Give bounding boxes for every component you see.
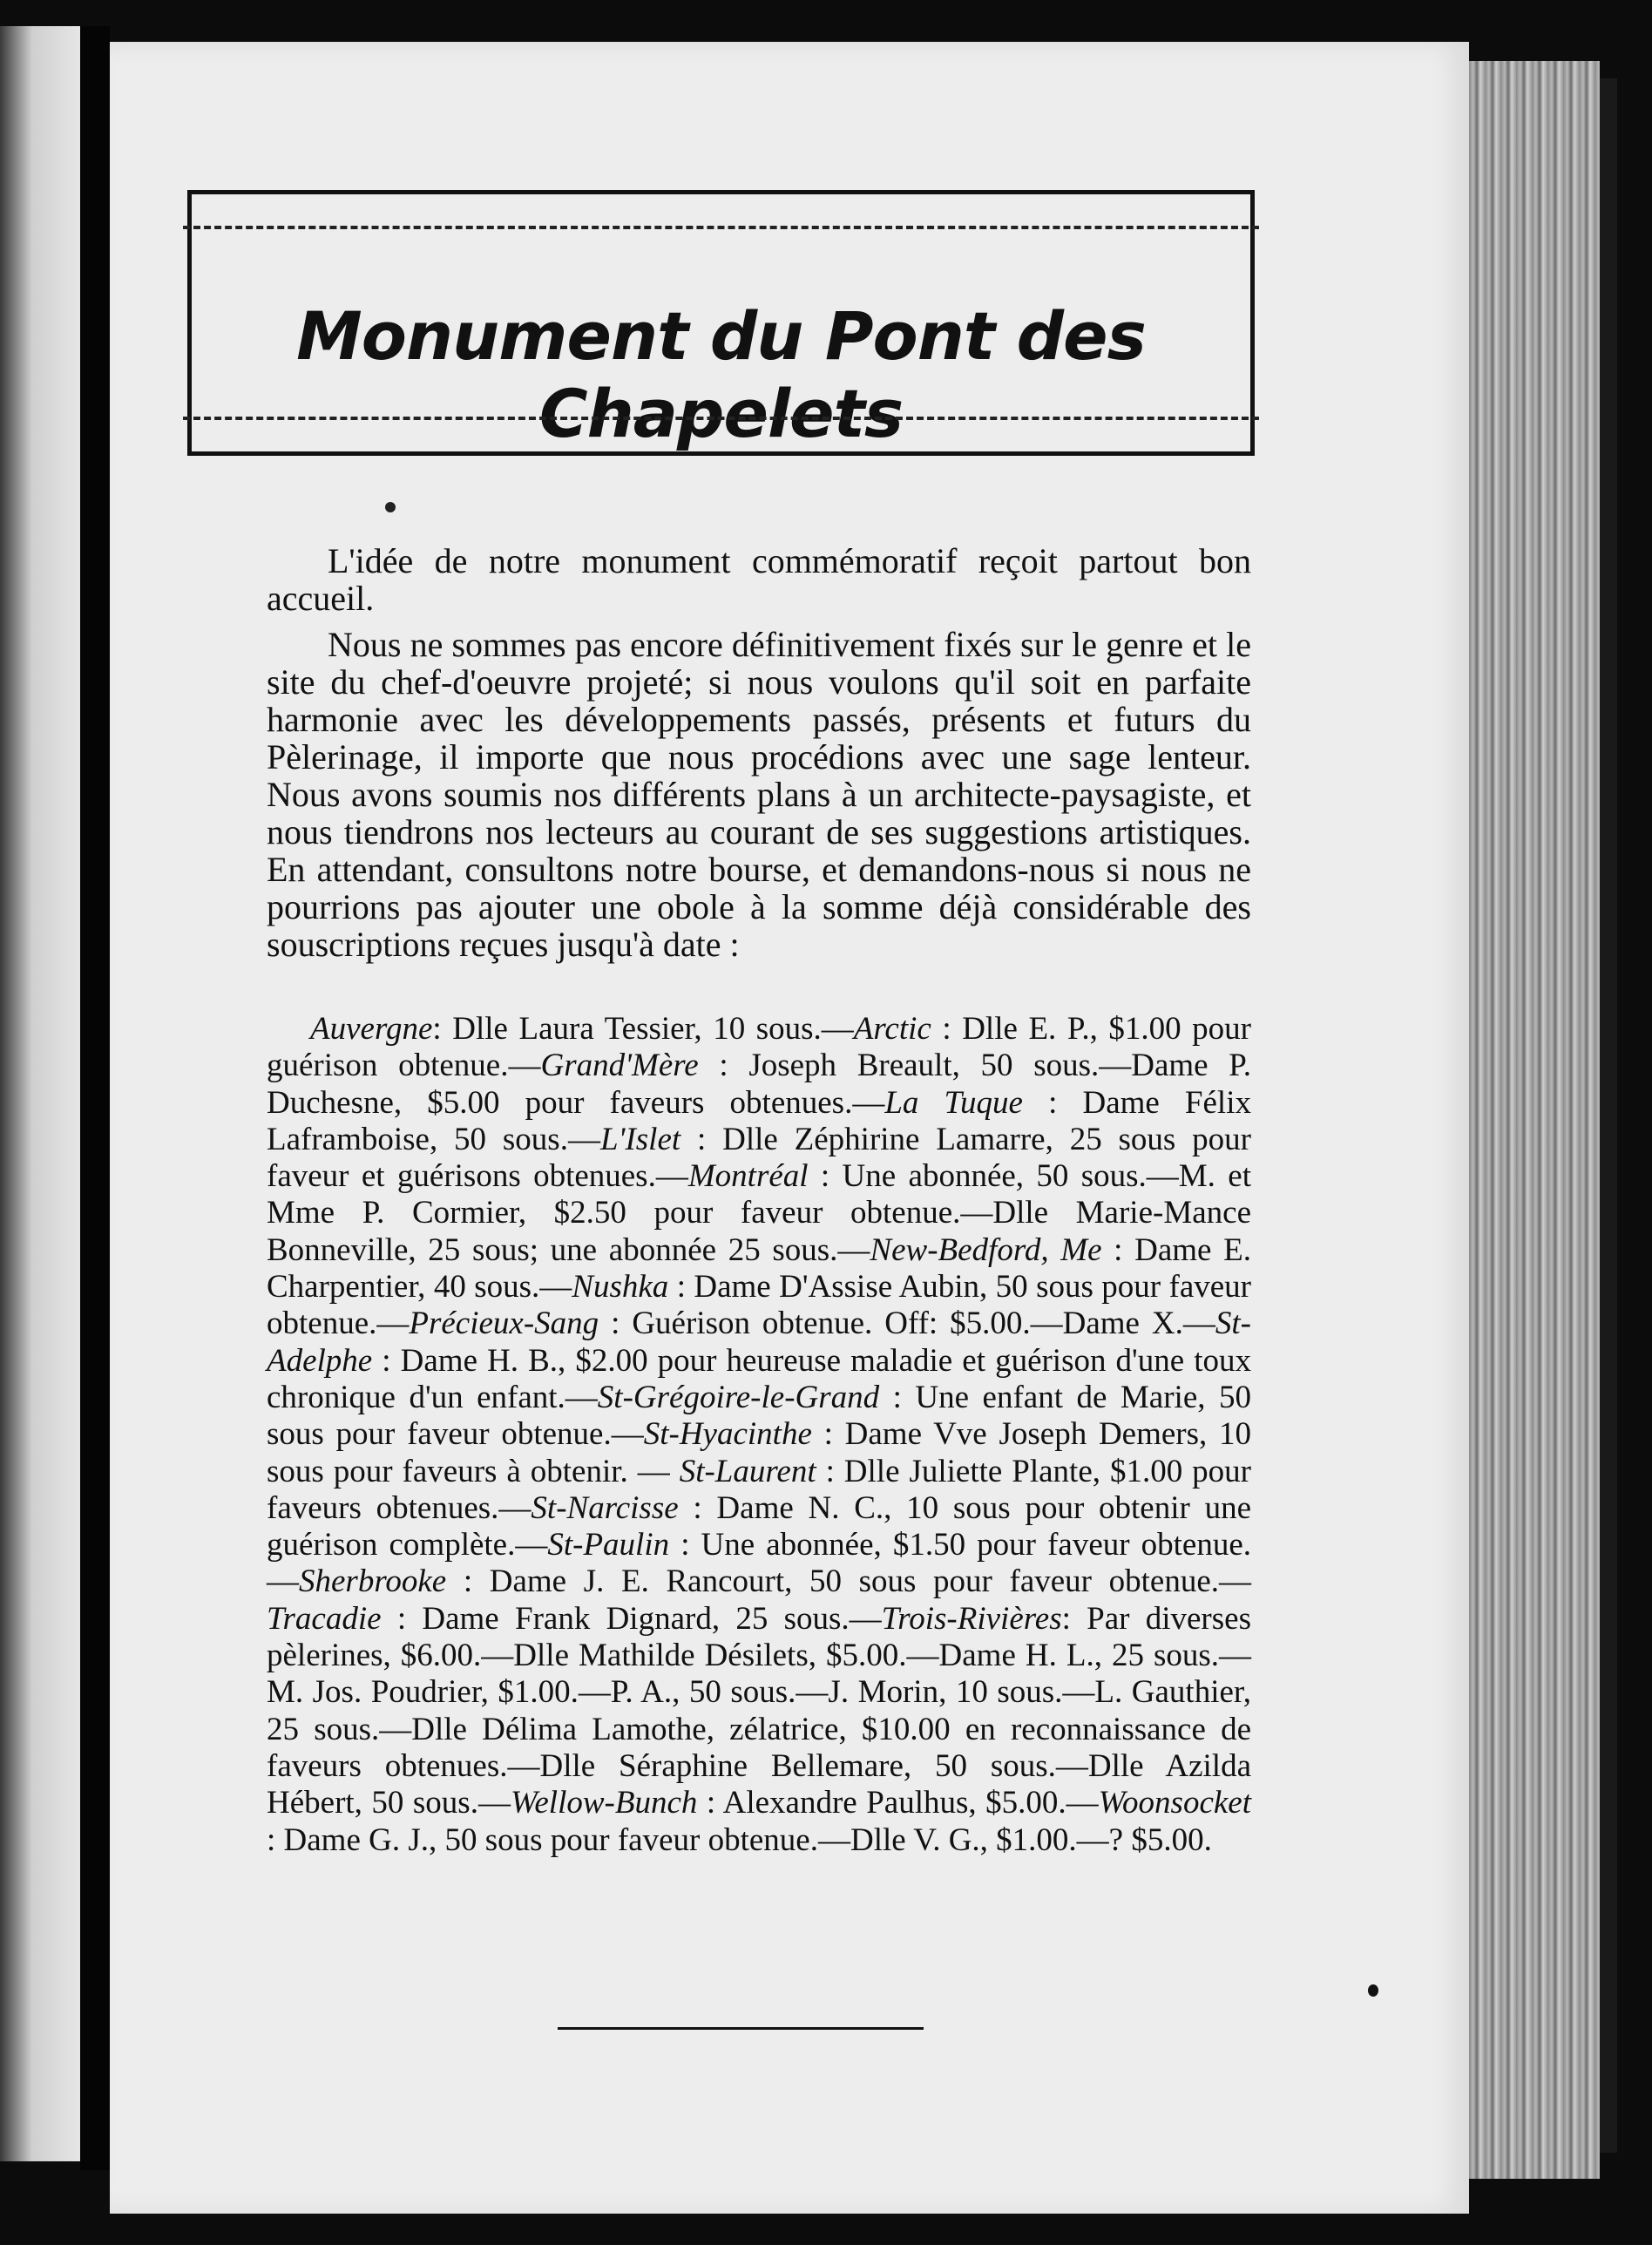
subscription-entry: : Dame N. C., 10 sous pour obtenir une guérison complète.— (267, 1489, 1251, 1563)
subscription-place: St-Hyacinthe (643, 1416, 812, 1453)
subscription-place: Arctic (853, 1011, 931, 1047)
subscription-entry: : Dame J. E. Rancourt, 50 sous pour faveur obtenue.— (446, 1563, 1251, 1600)
subscription-place: Sherbrooke (299, 1563, 447, 1600)
subscription-entry: : Une abonnée, $1.50 pour faveur obtenue.— (267, 1527, 1252, 1600)
subscription-entry: : Alexandre Paulhus, $5.00.— (697, 1785, 1099, 1821)
subscription-entry: : Guérison obtenue. Off: $5.00.—Dame X.— (599, 1306, 1215, 1342)
subscription-place: Tracadie (267, 1600, 382, 1637)
subscription-entry: : Dlle E. P., $1.00 pour guérison obtenue.— (267, 1011, 1251, 1084)
subscription-place: New-Bedford, Me (870, 1231, 1102, 1268)
subscription-place: Montréal (687, 1158, 809, 1195)
subscription-place: St-Narcisse (531, 1489, 679, 1526)
subscription-entry: : Dame D'Assise Aubin, 50 sous pour faveur obtenue.— (267, 1269, 1251, 1342)
subscription-entry: : Dame Félix Laframboise, 50 sous.— (267, 1084, 1251, 1157)
subscription-place: Précieux-Sang (409, 1306, 599, 1342)
subscription-place: St-Paulin (547, 1527, 670, 1563)
page-stack-shadow (1600, 78, 1617, 2153)
subscription-place: Woonsocket (1098, 1785, 1251, 1821)
subscription-entry: : Dlle Juliette Plante, $1.00 pour faveurs obtenues.— (267, 1453, 1251, 1526)
intro-text (267, 542, 1251, 972)
subscription-entry: : Par diverses pèlerines, $6.00.—Dlle Mathilde Désilets, $5.00.—Dame H. L., 25 sous.—M. Jos. Poudrier, $1.00.—P. A., 50 sous.—J. Morin, 10 sous.—L. Gauthier, 25 sous.—Dlle Délima Lamothe, zélatrice, $10.00 en reconnaissance de faveurs obtenues.—Dlle Séraphine Bellemare, 50 sous.—Dlle Azilda Hébert, 50 sous.— (267, 1600, 1251, 1821)
subscription-entry: : Dame G. J., 50 sous pour faveur obtenue.—Dlle V. G., $1.00.—? $5.00. (267, 1821, 1212, 1858)
subscription-entry: : Une enfant de Marie, 50 sous pour faveur obtenue.— (267, 1379, 1251, 1453)
closing-rule (558, 2027, 924, 2030)
subscription-place: Grand'Mère (540, 1048, 699, 1084)
subscription-entry: : Dame Frank Dignard, 25 sous.— (381, 1600, 882, 1637)
margin-mark (1368, 1984, 1378, 1997)
subscription-place: St-Grégoire-le-Grand (597, 1379, 880, 1415)
subscription-entry: : Une abonnée, 50 sous.—M. et Mme P. Cormier, $2.50 pour faveur obtenue.—Dlle Marie-Mance Bonneville, 25 sous; une abonnée 25 sous.— (267, 1158, 1251, 1268)
subscription-place: L'Islet (599, 1121, 681, 1157)
page-title: Monument du Pont des Chapelets (296, 297, 1146, 452)
subscription-entry: : Dlle Laura Tessier, 10 sous.— (432, 1011, 854, 1047)
page-stack-edges (1469, 61, 1600, 2179)
subscription-entry: : Dlle Zéphirine Lamarre, 25 sous pour faveur et guérisons obtenues.— (267, 1121, 1251, 1195)
subscription-place: St-Laurent (679, 1453, 816, 1489)
subscription-place: La Tuque (884, 1084, 1023, 1121)
intro-paragraph-1: L'idée de notre monument commémoratif reçoit partout bon accueil. (267, 541, 1251, 618)
subscription-place: Auvergne (310, 1011, 433, 1047)
subscription-entry: : Dame E. Charpentier, 40 sous.— (267, 1231, 1251, 1306)
subscription-entry: : Dame H. B., $2.00 pour heureuse maladie et guérison d'une toux chronique d'un enfant.— (267, 1342, 1251, 1415)
intro-paragraph-2: Nous ne sommes pas encore définitivement fixés sur le genre et le site du chef-d'oeuvre projeté; si nous voulons qu'il soit en parfaite harmonie avec les développements passés, présents et futurs du Pèlerinage, il importe que nous procédions avec une sage lenteur. Nous avons soumis nos différents plans à un architecte-paysagiste, et nous tiendrons nos lecteurs au courant de ses suggestions artistiques. En attendant, consultons notre bourse, et demandons-nous si nous ne pourrions pas ajouter une obole à la somme déjà considérable des souscriptions reçues jusqu'à date : (267, 625, 1251, 964)
subscription-entry: : Dame Vve Joseph Demers, 10 sous pour faveurs à obtenir. — (267, 1416, 1252, 1489)
subscription-place: Nushka (572, 1269, 669, 1306)
subscription-list (267, 1011, 1251, 1859)
book-gutter (80, 26, 110, 2170)
subscription-entry: : Joseph Breault, 50 sous.—Dame P. Duchesne, $5.00 pour faveurs obtenues.— (267, 1048, 1251, 1121)
title-frame (187, 190, 1255, 456)
left-page-edge (0, 26, 80, 2161)
subscription-place: Trois-Rivières (881, 1600, 1062, 1637)
ink-speck (385, 502, 396, 512)
subscription-place: St-Adelphe (267, 1306, 1251, 1379)
subscription-place: Wellow-Bunch (510, 1785, 698, 1821)
